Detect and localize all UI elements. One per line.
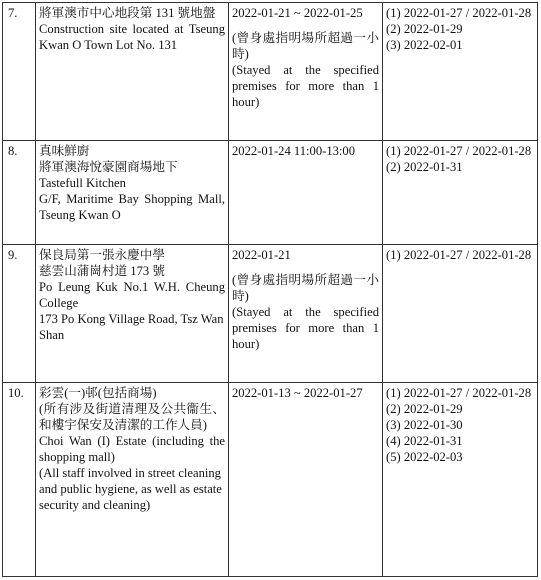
table-row bbox=[3, 383, 538, 577]
premises-cell bbox=[36, 245, 229, 383]
premises-cell bbox=[36, 383, 229, 577]
test-date: (1) 2022-01-27 / 2022-01-28 bbox=[386, 386, 532, 400]
premises-name-en: Choi Wan (I) Estate (including the shopping mall) bbox=[39, 434, 225, 464]
table-row bbox=[3, 3, 538, 141]
premises-name-en: Po Leung Kuk No.1 W.H. Cheung College bbox=[39, 280, 225, 310]
row-number: 8. bbox=[3, 141, 36, 245]
test-dates-cell bbox=[383, 3, 538, 141]
row-number: 10. bbox=[3, 383, 36, 577]
row-number: 9. bbox=[3, 245, 36, 383]
test-dates-cell bbox=[383, 383, 538, 577]
table-row bbox=[3, 141, 538, 245]
premises-staff-zh: (所有涉及街道清理及公共衞生、和樓宇保安及清潔的工作人員) bbox=[39, 402, 225, 432]
visit-date-cell bbox=[229, 3, 383, 141]
test-dates-cell bbox=[383, 141, 538, 245]
row-number: 7. bbox=[3, 3, 36, 141]
stay-note-en: (Stayed at the specified premises for more than 1 hour) bbox=[232, 63, 379, 109]
test-date: (3) 2022-02-01 bbox=[386, 38, 463, 52]
test-date: (4) 2022-01-31 bbox=[386, 434, 463, 448]
premises-name-zh: 彩雲(一)邨(包括商場) bbox=[39, 386, 157, 400]
visit-date: 2022-01-13 ~ 2022-01-27 bbox=[232, 386, 363, 400]
test-date: (2) 2022-01-29 bbox=[386, 22, 463, 36]
table-row bbox=[3, 245, 538, 383]
premises-address-zh: 慈雲山蒲崗村道 173 號 bbox=[39, 264, 165, 278]
premises-name-en: Tastefull Kitchen bbox=[39, 176, 126, 190]
visit-date-cell bbox=[229, 245, 383, 383]
test-date: (1) 2022-01-27 / 2022-01-28 bbox=[386, 144, 532, 158]
premises-cell bbox=[36, 3, 229, 141]
premises-name-zh: 真味鮮廚 bbox=[39, 144, 90, 158]
premises-address-zh: 將軍澳海悅豪園商場地下 bbox=[39, 160, 178, 174]
premises-name-zh: 將軍澳市中心地段第 131 號地盤 bbox=[39, 6, 216, 20]
visit-date: 2022-01-21 ~ 2022-01-25 bbox=[232, 6, 363, 20]
premises-staff-en: (All staff involved in street cleaning and public hygiene, as well as estate security and cleaning) bbox=[39, 466, 222, 512]
visit-date: 2022-01-24 11:00-13:00 bbox=[232, 144, 356, 158]
test-date: (5) 2022-02-03 bbox=[386, 450, 463, 464]
premises-table bbox=[2, 2, 538, 577]
test-date: (1) 2022-01-27 / 2022-01-28 bbox=[386, 248, 532, 262]
stay-note-zh: (曾身處指明場所超過一小時) bbox=[232, 273, 379, 303]
stay-note-zh: (曾身處指明場所超過一小時) bbox=[232, 31, 379, 61]
premises-address-en: 173 Po Kong Village Road, Tsz Wan Shan bbox=[39, 312, 224, 342]
premises-name-en: Construction site located at Tseung Kwan O Town Lot No. 131 bbox=[39, 22, 225, 52]
premises-cell bbox=[36, 141, 229, 245]
premises-address-en: G/F, Maritime Bay Shopping Mall, Tseung Kwan O bbox=[39, 192, 225, 222]
visit-date-cell bbox=[229, 383, 383, 577]
test-date: (2) 2022-01-29 bbox=[386, 402, 463, 416]
visit-date-cell bbox=[229, 141, 383, 245]
test-date: (2) 2022-01-31 bbox=[386, 160, 463, 174]
visit-date: 2022-01-21 bbox=[232, 248, 291, 262]
test-date: (3) 2022-01-30 bbox=[386, 418, 463, 432]
test-dates-cell bbox=[383, 245, 538, 383]
test-date: (1) 2022-01-27 / 2022-01-28 bbox=[386, 6, 532, 20]
premises-name-zh: 保良局第一張永慶中學 bbox=[39, 248, 165, 262]
stay-note-en: (Stayed at the specified premises for more than 1 hour) bbox=[232, 305, 379, 351]
